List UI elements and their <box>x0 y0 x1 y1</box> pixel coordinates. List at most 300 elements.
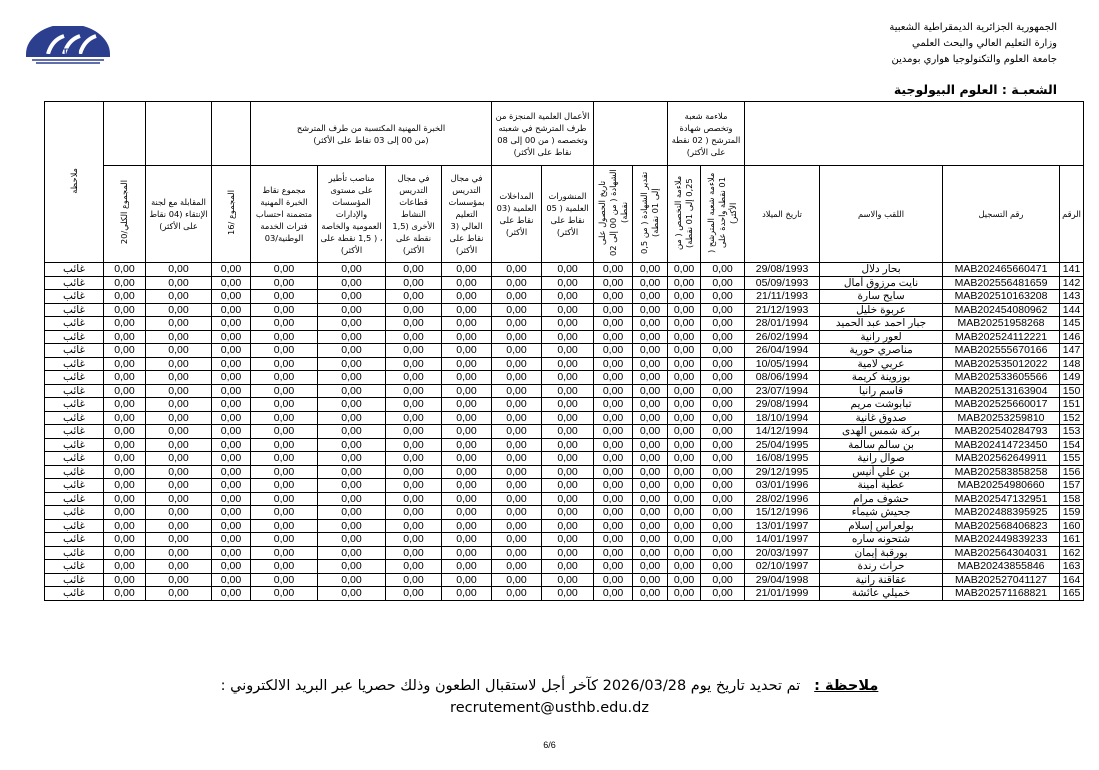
cell-specialty-adequacy: 0,00 <box>668 587 701 601</box>
cell-total: 0,00 <box>104 303 146 317</box>
cell-registration: MAB202488395925 <box>943 506 1060 520</box>
cell-registration: MAB202525660017 <box>943 398 1060 412</box>
cell-interview: 0,00 <box>146 411 212 425</box>
cell-publications: 0,00 <box>542 330 594 344</box>
cell-subtotal: 0,00 <box>212 506 251 520</box>
cell-interview: 0,00 <box>146 330 212 344</box>
cell-publications: 0,00 <box>542 452 594 466</box>
cell-registration: MAB202524112221 <box>943 330 1060 344</box>
cell-teaching-higher: 0,00 <box>442 357 492 371</box>
cell-management: 0,00 <box>318 290 386 304</box>
cell-publications: 0,00 <box>542 290 594 304</box>
cell-observation: غائب <box>45 425 104 439</box>
cell-filiere-adequacy: 0,00 <box>701 303 745 317</box>
cell-communications: 0,00 <box>492 330 542 344</box>
cell-total: 0,00 <box>104 438 146 452</box>
cell-observation: غائب <box>45 560 104 574</box>
cell-experience-total: 0,00 <box>251 479 318 493</box>
cell-interview: 0,00 <box>146 546 212 560</box>
cell-subtotal: 0,00 <box>212 384 251 398</box>
cell-teaching-higher: 0,00 <box>442 398 492 412</box>
cell-birthdate: 03/01/1996 <box>745 479 820 493</box>
cell-degree-date: 0,00 <box>594 573 633 587</box>
cell-degree-date: 0,00 <box>594 330 633 344</box>
cell-teaching-higher: 0,00 <box>442 330 492 344</box>
cell-teaching-other: 0,00 <box>386 425 442 439</box>
cell-subtotal: 0,00 <box>212 303 251 317</box>
cell-name: عربي لامية <box>820 357 943 371</box>
cell-observation: غائب <box>45 438 104 452</box>
cell-birthdate: 28/01/1994 <box>745 317 820 331</box>
cell-total: 0,00 <box>104 398 146 412</box>
cell-interview: 0,00 <box>146 317 212 331</box>
cell-interview: 0,00 <box>146 560 212 574</box>
cell-total: 0,00 <box>104 371 146 385</box>
cell-subtotal: 0,00 <box>212 398 251 412</box>
cell-subtotal: 0,00 <box>212 290 251 304</box>
cell-publications: 0,00 <box>542 303 594 317</box>
table-row <box>45 398 1084 412</box>
cell-filiere-adequacy: 0,00 <box>701 465 745 479</box>
cell-birthdate: 26/02/1994 <box>745 330 820 344</box>
cell-degree-grade: 0,00 <box>633 263 668 277</box>
cell-communications: 0,00 <box>492 587 542 601</box>
cell-birthdate: 29/12/1995 <box>745 465 820 479</box>
cell-observation: غائب <box>45 290 104 304</box>
cell-management: 0,00 <box>318 411 386 425</box>
cell-interview: 0,00 <box>146 384 212 398</box>
cell-communications: 0,00 <box>492 546 542 560</box>
cell-experience-total: 0,00 <box>251 425 318 439</box>
cell-filiere-adequacy: 0,00 <box>701 344 745 358</box>
cell-teaching-other: 0,00 <box>386 411 442 425</box>
cell-experience-total: 0,00 <box>251 317 318 331</box>
cell-birthdate: 25/04/1995 <box>745 438 820 452</box>
note-email[interactable]: recrutement@usthb.edu.dz <box>450 700 649 716</box>
cell-degree-grade: 0,00 <box>633 546 668 560</box>
cell-specialty-adequacy: 0,00 <box>668 344 701 358</box>
cell-management: 0,00 <box>318 330 386 344</box>
cell-management: 0,00 <box>318 546 386 560</box>
cell-name: بولعراس إسلام <box>820 519 943 533</box>
cell-birthdate: 13/01/1997 <box>745 519 820 533</box>
cell-filiere-adequacy: 0,00 <box>701 398 745 412</box>
cell-experience-total: 0,00 <box>251 411 318 425</box>
cell-degree-date: 0,00 <box>594 357 633 371</box>
col-registration: رقم التسجيل <box>943 166 1060 263</box>
cell-filiere-adequacy: 0,00 <box>701 506 745 520</box>
cell-specialty-adequacy: 0,00 <box>668 506 701 520</box>
cell-communications: 0,00 <box>492 452 542 466</box>
cell-teaching-higher: 0,00 <box>442 317 492 331</box>
cell-degree-date: 0,00 <box>594 506 633 520</box>
col-specialty-adequacy: ملاءمة التخصص ( من 0,25 إلى 01 نقطة) <box>668 166 701 263</box>
col-name: اللقب والاسم <box>820 166 943 263</box>
cell-management: 0,00 <box>318 452 386 466</box>
cell-teaching-other: 0,00 <box>386 452 442 466</box>
cell-degree-date: 0,00 <box>594 276 633 290</box>
cell-publications: 0,00 <box>542 357 594 371</box>
cell-degree-grade: 0,00 <box>633 411 668 425</box>
cell-specialty-adequacy: 0,00 <box>668 465 701 479</box>
cell-degree-date: 0,00 <box>594 492 633 506</box>
cell-experience-total: 0,00 <box>251 533 318 547</box>
cell-total: 0,00 <box>104 519 146 533</box>
cell-specialty-adequacy: 0,00 <box>668 276 701 290</box>
cell-degree-grade: 0,00 <box>633 519 668 533</box>
cell-birthdate: 29/04/1998 <box>745 573 820 587</box>
cell-registration: MAB202568406823 <box>943 519 1060 533</box>
cell-specialty-adequacy: 0,00 <box>668 560 701 574</box>
cell-subtotal: 0,00 <box>212 357 251 371</box>
cell-observation: غائب <box>45 357 104 371</box>
cell-teaching-higher: 0,00 <box>442 276 492 290</box>
cell-observation: غائب <box>45 411 104 425</box>
cell-specialty-adequacy: 0,00 <box>668 452 701 466</box>
cell-registration: MAB202513163904 <box>943 384 1060 398</box>
cell-registration: MAB20251958268 <box>943 317 1060 331</box>
cell-total: 0,00 <box>104 411 146 425</box>
cell-interview: 0,00 <box>146 357 212 371</box>
note-text: تم تحديد تاريخ يوم 2026/03/28 كآخر أجل لاستقبال الطعون وذلك حصريا عبر البريد الالكتروني : <box>220 678 801 694</box>
cell-management: 0,00 <box>318 587 386 601</box>
cell-communications: 0,00 <box>492 519 542 533</box>
table-row <box>45 411 1084 425</box>
cell-observation: غائب <box>45 452 104 466</box>
cell-num: 156 <box>1060 465 1084 479</box>
results-table <box>44 101 1084 601</box>
cell-interview: 0,00 <box>146 303 212 317</box>
cell-subtotal: 0,00 <box>212 587 251 601</box>
cell-filiere-adequacy: 0,00 <box>701 384 745 398</box>
cell-experience-total: 0,00 <box>251 330 318 344</box>
cell-filiere-adequacy: 0,00 <box>701 587 745 601</box>
cell-experience-total: 0,00 <box>251 344 318 358</box>
cell-publications: 0,00 <box>542 263 594 277</box>
cell-specialty-adequacy: 0,00 <box>668 492 701 506</box>
cell-management: 0,00 <box>318 344 386 358</box>
cell-degree-date: 0,00 <box>594 371 633 385</box>
cell-subtotal: 0,00 <box>212 465 251 479</box>
cell-degree-date: 0,00 <box>594 344 633 358</box>
cell-subtotal: 0,00 <box>212 425 251 439</box>
cell-filiere-adequacy: 0,00 <box>701 371 745 385</box>
cell-degree-grade: 0,00 <box>633 506 668 520</box>
cell-management: 0,00 <box>318 425 386 439</box>
cell-interview: 0,00 <box>146 263 212 277</box>
cell-name: سايح سارة <box>820 290 943 304</box>
cell-teaching-other: 0,00 <box>386 506 442 520</box>
cell-degree-date: 0,00 <box>594 546 633 560</box>
cell-degree-date: 0,00 <box>594 317 633 331</box>
cell-teaching-other: 0,00 <box>386 330 442 344</box>
cell-total: 0,00 <box>104 587 146 601</box>
cell-num: 154 <box>1060 438 1084 452</box>
col-teaching-other: في مجال التدريس قطاعات النشاط الأخرى (1,5 نقطة على الأكثر) <box>386 166 442 263</box>
table-row <box>45 465 1084 479</box>
table-row <box>45 276 1084 290</box>
cell-degree-grade: 0,00 <box>633 465 668 479</box>
cell-management: 0,00 <box>318 560 386 574</box>
cell-experience-total: 0,00 <box>251 546 318 560</box>
cell-name: صدوق غانية <box>820 411 943 425</box>
col-subtotal: المجموع /16 <box>212 166 251 263</box>
cell-subtotal: 0,00 <box>212 276 251 290</box>
blank-group-header <box>146 102 212 166</box>
cell-teaching-other: 0,00 <box>386 263 442 277</box>
cell-num: 145 <box>1060 317 1084 331</box>
cell-degree-date: 0,00 <box>594 587 633 601</box>
cell-degree-date: 0,00 <box>594 384 633 398</box>
cell-degree-date: 0,00 <box>594 303 633 317</box>
cell-specialty-adequacy: 0,00 <box>668 303 701 317</box>
cell-subtotal: 0,00 <box>212 492 251 506</box>
col-management: مناصب تأطير على مستوى المؤسسات والإدارات العمومية والخاصة ، ( 1,5 نقطة على الأكثر) <box>318 166 386 263</box>
cell-num: 158 <box>1060 492 1084 506</box>
note-block <box>0 675 1099 719</box>
blank-group-header <box>594 102 668 166</box>
cell-num: 165 <box>1060 587 1084 601</box>
cell-communications: 0,00 <box>492 438 542 452</box>
cell-teaching-higher: 0,00 <box>442 560 492 574</box>
cell-interview: 0,00 <box>146 519 212 533</box>
cell-total: 0,00 <box>104 573 146 587</box>
cell-degree-grade: 0,00 <box>633 573 668 587</box>
cell-subtotal: 0,00 <box>212 317 251 331</box>
cell-name: جبار احمد عبد الحميد <box>820 317 943 331</box>
col-publications: المنشورات العلمية ( 05 نقاط على الأكثر) <box>542 166 594 263</box>
cell-num: 163 <box>1060 560 1084 574</box>
cell-teaching-higher: 0,00 <box>442 452 492 466</box>
cell-observation: غائب <box>45 546 104 560</box>
cell-name: قاسم رانيا <box>820 384 943 398</box>
cell-publications: 0,00 <box>542 519 594 533</box>
cell-communications: 0,00 <box>492 371 542 385</box>
cell-birthdate: 29/08/1994 <box>745 398 820 412</box>
cell-observation: غائب <box>45 479 104 493</box>
cell-experience-total: 0,00 <box>251 438 318 452</box>
cell-filiere-adequacy: 0,00 <box>701 411 745 425</box>
cell-subtotal: 0,00 <box>212 479 251 493</box>
cell-name: عقاقنة رانية <box>820 573 943 587</box>
table-row <box>45 290 1084 304</box>
cell-teaching-higher: 0,00 <box>442 492 492 506</box>
cell-num: 146 <box>1060 330 1084 344</box>
cell-management: 0,00 <box>318 573 386 587</box>
cell-filiere-adequacy: 0,00 <box>701 573 745 587</box>
cell-experience-total: 0,00 <box>251 276 318 290</box>
cell-communications: 0,00 <box>492 317 542 331</box>
cell-teaching-higher: 0,00 <box>442 587 492 601</box>
cell-subtotal: 0,00 <box>212 330 251 344</box>
cell-name: نايت مرزوق أمال <box>820 276 943 290</box>
cell-teaching-other: 0,00 <box>386 371 442 385</box>
cell-subtotal: 0,00 <box>212 546 251 560</box>
cell-interview: 0,00 <box>146 276 212 290</box>
cell-total: 0,00 <box>104 465 146 479</box>
cell-management: 0,00 <box>318 398 386 412</box>
cell-filiere-adequacy: 0,00 <box>701 452 745 466</box>
cell-registration: MAB202540284793 <box>943 425 1060 439</box>
experience-group-header: الخبرة المهنية المكتسبة من طرف المترشح (من 00 إلى 03 نقاط على الأكثر) <box>251 102 492 166</box>
cell-teaching-other: 0,00 <box>386 587 442 601</box>
cell-management: 0,00 <box>318 506 386 520</box>
cell-subtotal: 0,00 <box>212 344 251 358</box>
cell-communications: 0,00 <box>492 465 542 479</box>
cell-teaching-higher: 0,00 <box>442 344 492 358</box>
col-birthdate: تاريخ الميلاد <box>745 166 820 263</box>
cell-num: 148 <box>1060 357 1084 371</box>
cell-filiere-adequacy: 0,00 <box>701 479 745 493</box>
cell-publications: 0,00 <box>542 546 594 560</box>
cell-observation: غائب <box>45 330 104 344</box>
cell-num: 143 <box>1060 290 1084 304</box>
table-row <box>45 384 1084 398</box>
cell-specialty-adequacy: 0,00 <box>668 330 701 344</box>
cell-filiere-adequacy: 0,00 <box>701 357 745 371</box>
cell-specialty-adequacy: 0,00 <box>668 573 701 587</box>
cell-experience-total: 0,00 <box>251 465 318 479</box>
table-row <box>45 492 1084 506</box>
cell-name: بورقبة إيمان <box>820 546 943 560</box>
cell-registration: MAB202571168821 <box>943 587 1060 601</box>
cell-experience-total: 0,00 <box>251 560 318 574</box>
cell-num: 151 <box>1060 398 1084 412</box>
cell-name: بحار دلال <box>820 263 943 277</box>
cell-communications: 0,00 <box>492 533 542 547</box>
cell-total: 0,00 <box>104 290 146 304</box>
cell-total: 0,00 <box>104 276 146 290</box>
cell-interview: 0,00 <box>146 452 212 466</box>
table-row <box>45 533 1084 547</box>
cell-specialty-adequacy: 0,00 <box>668 533 701 547</box>
cell-communications: 0,00 <box>492 276 542 290</box>
cell-registration: MAB202465660471 <box>943 263 1060 277</box>
cell-birthdate: 18/10/1994 <box>745 411 820 425</box>
institution-header <box>889 20 1057 68</box>
cell-interview: 0,00 <box>146 290 212 304</box>
cell-interview: 0,00 <box>146 371 212 385</box>
cell-num: 161 <box>1060 533 1084 547</box>
col-degree-grade: تقدير الشهادة ( من 0,5 إلى 01 نقطة) <box>633 166 668 263</box>
cell-teaching-other: 0,00 <box>386 384 442 398</box>
cell-teaching-higher: 0,00 <box>442 465 492 479</box>
table-row <box>45 317 1084 331</box>
cell-birthdate: 20/03/1997 <box>745 546 820 560</box>
table-row <box>45 438 1084 452</box>
cell-observation: غائب <box>45 371 104 385</box>
cell-teaching-other: 0,00 <box>386 438 442 452</box>
cell-total: 0,00 <box>104 344 146 358</box>
cell-management: 0,00 <box>318 438 386 452</box>
cell-num: 144 <box>1060 303 1084 317</box>
cell-num: 150 <box>1060 384 1084 398</box>
cell-birthdate: 08/06/1994 <box>745 371 820 385</box>
cell-observation: غائب <box>45 519 104 533</box>
cell-degree-grade: 0,00 <box>633 452 668 466</box>
cell-total: 0,00 <box>104 479 146 493</box>
cell-filiere-adequacy: 0,00 <box>701 519 745 533</box>
cell-num: 149 <box>1060 371 1084 385</box>
cell-name: شتحونه ساره <box>820 533 943 547</box>
cell-teaching-higher: 0,00 <box>442 371 492 385</box>
cell-degree-date: 0,00 <box>594 438 633 452</box>
cell-birthdate: 02/10/1997 <box>745 560 820 574</box>
cell-interview: 0,00 <box>146 425 212 439</box>
cell-filiere-adequacy: 0,00 <box>701 492 745 506</box>
table-row <box>45 573 1084 587</box>
cell-teaching-other: 0,00 <box>386 303 442 317</box>
cell-degree-grade: 0,00 <box>633 425 668 439</box>
cell-communications: 0,00 <box>492 506 542 520</box>
cell-degree-date: 0,00 <box>594 425 633 439</box>
cell-interview: 0,00 <box>146 533 212 547</box>
cell-publications: 0,00 <box>542 384 594 398</box>
cell-specialty-adequacy: 0,00 <box>668 546 701 560</box>
cell-teaching-other: 0,00 <box>386 317 442 331</box>
cell-publications: 0,00 <box>542 371 594 385</box>
cell-specialty-adequacy: 0,00 <box>668 371 701 385</box>
cell-observation: غائب <box>45 276 104 290</box>
cell-total: 0,00 <box>104 546 146 560</box>
cell-teaching-higher: 0,00 <box>442 519 492 533</box>
cell-publications: 0,00 <box>542 438 594 452</box>
cell-teaching-higher: 0,00 <box>442 303 492 317</box>
cell-communications: 0,00 <box>492 263 542 277</box>
cell-management: 0,00 <box>318 479 386 493</box>
header-line: وزارة التعليم العالي والبحث العلمي <box>912 38 1057 49</box>
cell-experience-total: 0,00 <box>251 303 318 317</box>
cell-management: 0,00 <box>318 465 386 479</box>
cell-registration: MAB202414723450 <box>943 438 1060 452</box>
cell-teaching-other: 0,00 <box>386 573 442 587</box>
cell-name: صوال رانية <box>820 452 943 466</box>
cell-subtotal: 0,00 <box>212 263 251 277</box>
cell-degree-grade: 0,00 <box>633 398 668 412</box>
cell-name: بوزوينة كريمة <box>820 371 943 385</box>
cell-degree-grade: 0,00 <box>633 384 668 398</box>
cell-teaching-higher: 0,00 <box>442 506 492 520</box>
cell-specialty-adequacy: 0,00 <box>668 398 701 412</box>
cell-observation: غائب <box>45 317 104 331</box>
cell-degree-grade: 0,00 <box>633 479 668 493</box>
cell-observation: غائب <box>45 492 104 506</box>
cell-interview: 0,00 <box>146 479 212 493</box>
cell-observation: غائب <box>45 506 104 520</box>
cell-teaching-higher: 0,00 <box>442 411 492 425</box>
table-row <box>45 303 1084 317</box>
cell-registration: MAB20243855846 <box>943 560 1060 574</box>
cell-management: 0,00 <box>318 276 386 290</box>
cell-filiere-adequacy: 0,00 <box>701 533 745 547</box>
table-row <box>45 330 1084 344</box>
cell-total: 0,00 <box>104 560 146 574</box>
cell-birthdate: 23/07/1994 <box>745 384 820 398</box>
cell-filiere-adequacy: 0,00 <box>701 425 745 439</box>
cell-degree-grade: 0,00 <box>633 290 668 304</box>
cell-degree-grade: 0,00 <box>633 357 668 371</box>
cell-birthdate: 29/08/1993 <box>745 263 820 277</box>
cell-publications: 0,00 <box>542 276 594 290</box>
cell-birthdate: 21/11/1993 <box>745 290 820 304</box>
cell-degree-grade: 0,00 <box>633 533 668 547</box>
cell-total: 0,00 <box>104 425 146 439</box>
cell-degree-grade: 0,00 <box>633 492 668 506</box>
cell-degree-grade: 0,00 <box>633 438 668 452</box>
cell-teaching-higher: 0,00 <box>442 425 492 439</box>
table-row <box>45 519 1084 533</box>
cell-publications: 0,00 <box>542 506 594 520</box>
